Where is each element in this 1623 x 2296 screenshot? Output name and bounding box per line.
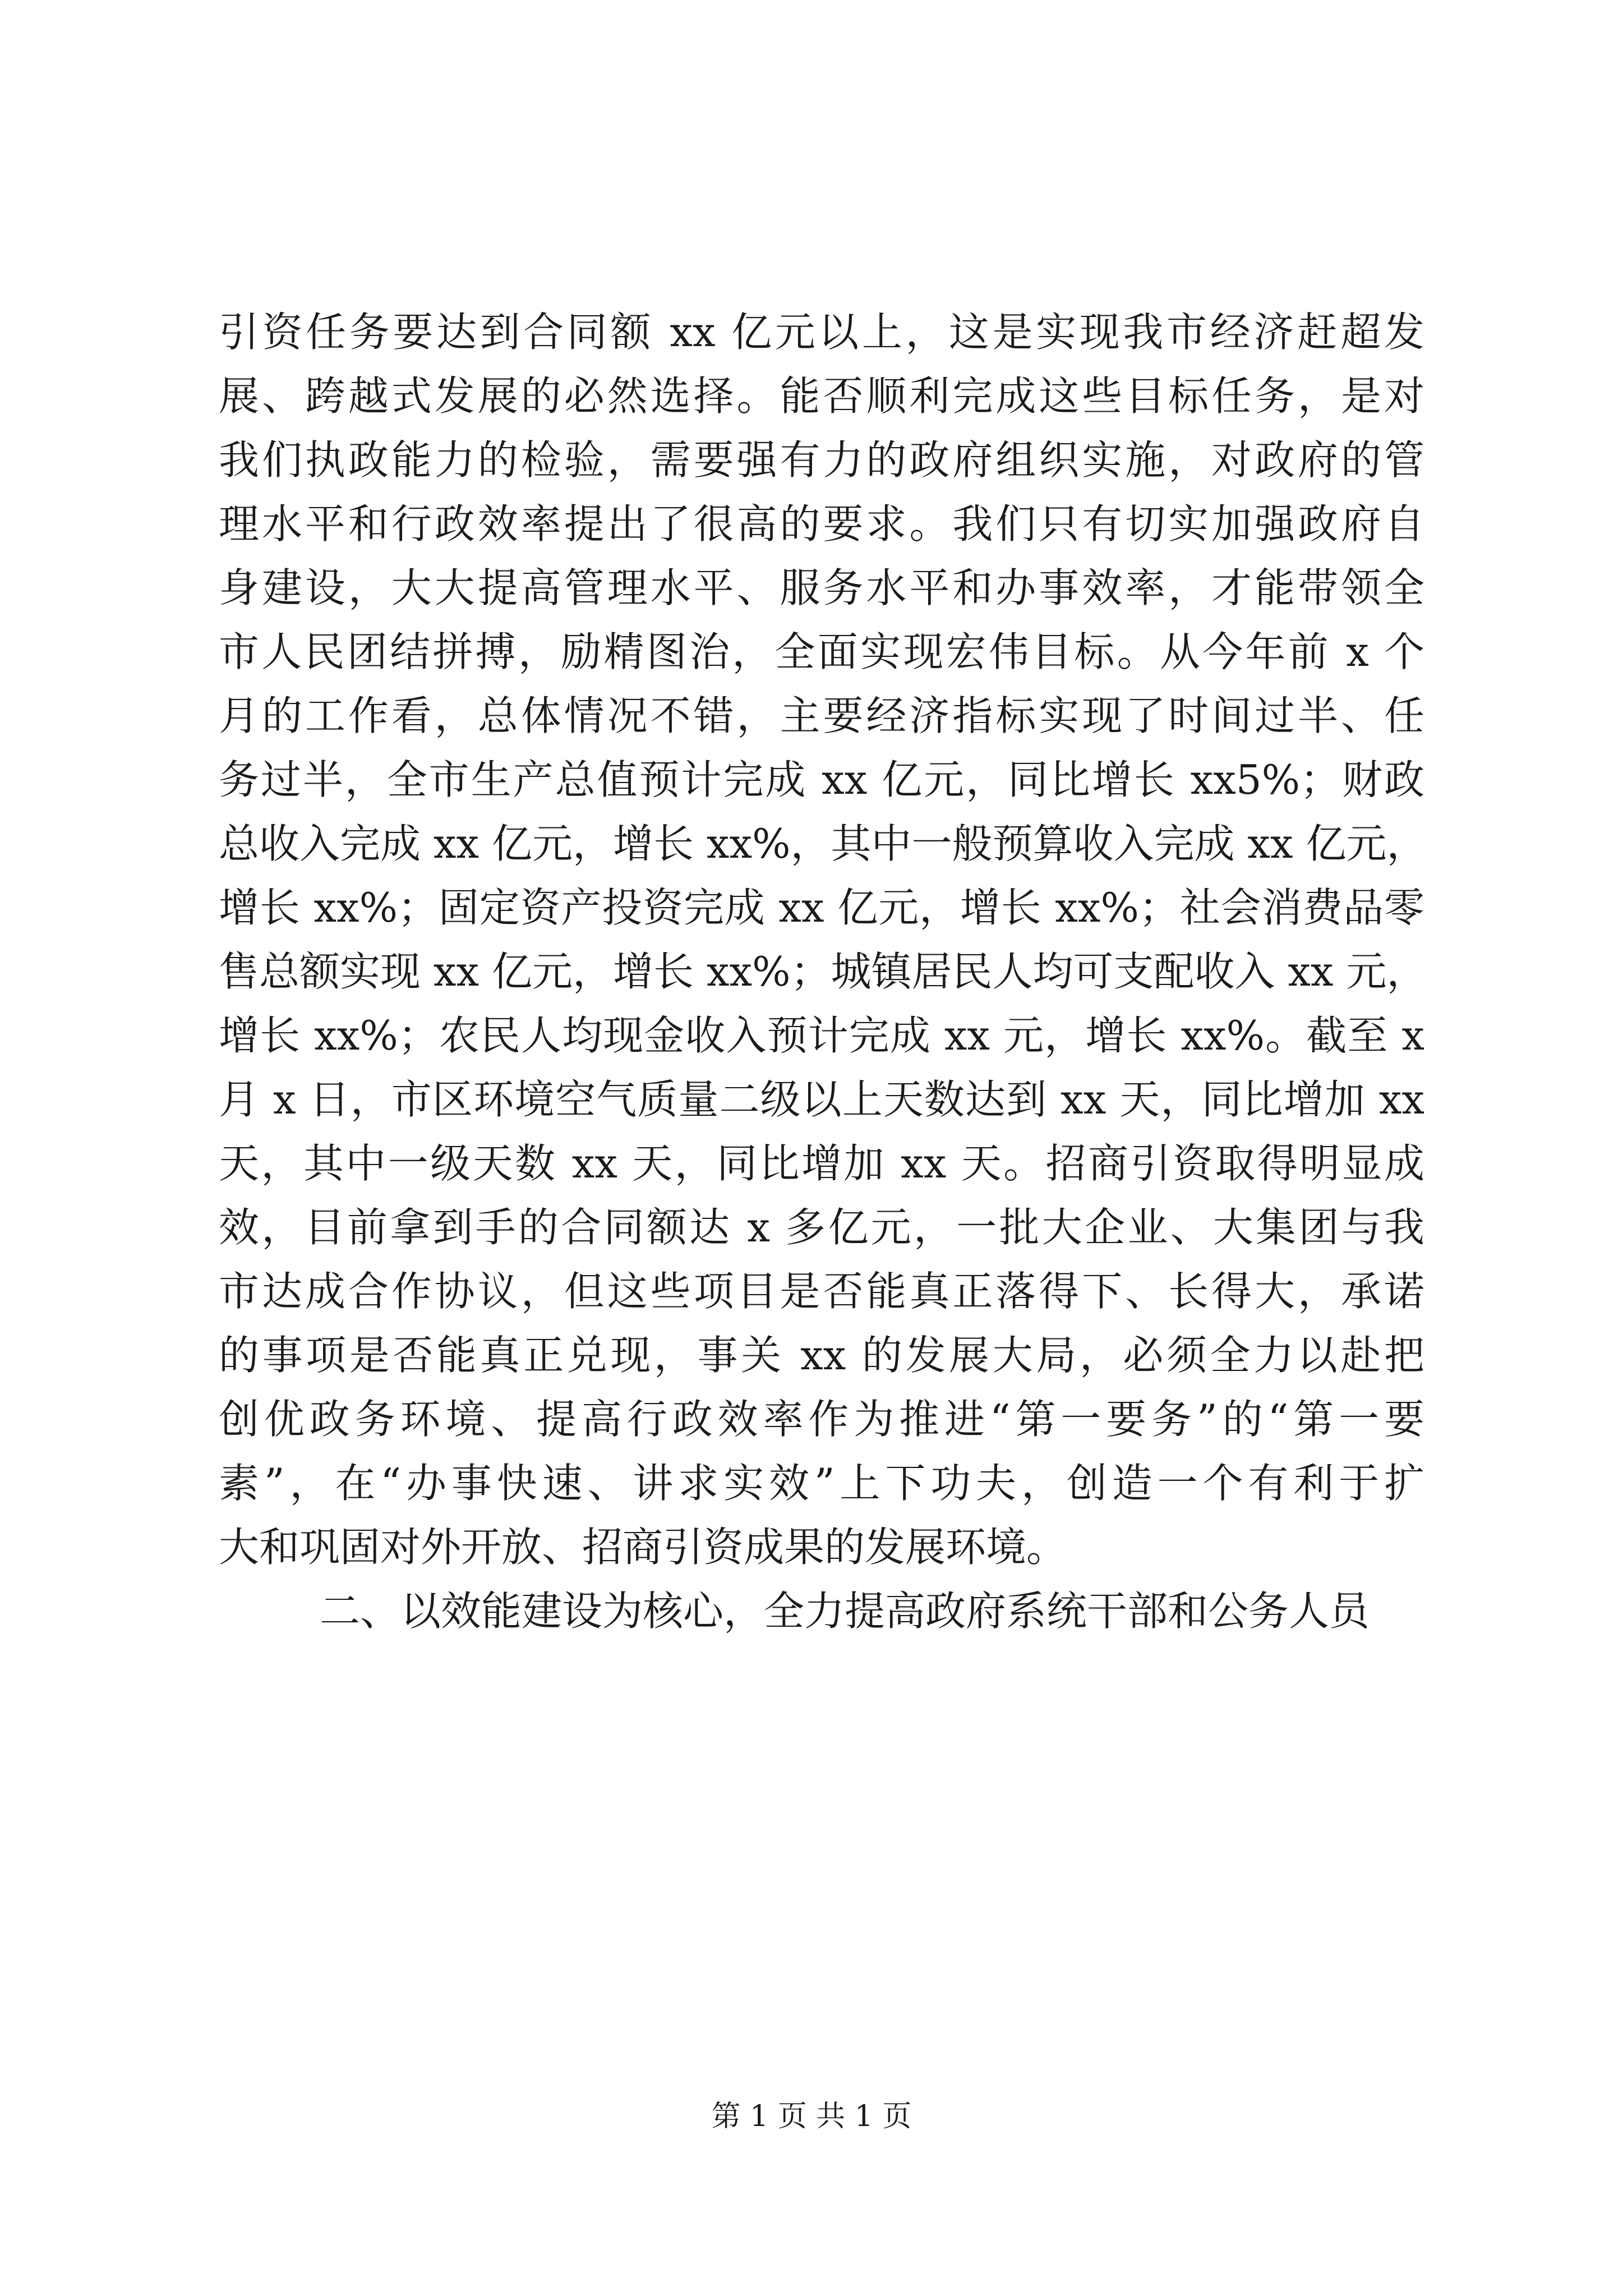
text-line: 月的工作看，总体情况不错，主要经济指标实现了时间过半、任 [219,692,1424,739]
text-line: 的事项是否能真正兑现，事关 xx 的发展大局，必须全力以赴把 [219,1332,1424,1379]
text-line: 创优政务环境、提高行政效率作为推进“第一要务”的“第一要 [219,1396,1424,1443]
text-line: 引资任务要达到合同额 xx 亿元以上，这是实现我市经济赶超发 [219,309,1424,356]
text-line: 理水平和行政效率提出了很高的要求。我们只有切实加强政府自 [219,500,1424,547]
text-line: 我们执政能力的检验，需要强有力的政府组织实施，对政府的管 [219,436,1424,484]
text-line: 总收入完成 xx 亿元，增长 xx%，其中一般预算收入完成 xx 亿元， [219,820,1427,867]
paragraph-2 [219,1579,1424,1643]
text-line: 增长 xx%；固定资产投资完成 xx 亿元，增长 xx%；社会消费品零 [219,884,1424,931]
text-line: 售总额实现 xx 亿元，增长 xx%；城镇居民人均可支配收入 xx 元， [219,948,1427,995]
section-heading-line: 二、以效能建设为核心，全力提高政府系统干部和公务人员 [320,1588,1370,1635]
text-line: 大和巩固对外开放、招商引资成果的发展环境。 [219,1524,1067,1571]
text-line: 务过半，全市生产总值预计完成 xx 亿元，同比增长 xx5%；财政 [219,756,1424,803]
text-line: 市达成合作协议，但这些项目是否能真正落得下、长得大，承诺 [219,1268,1424,1315]
text-line: 素”，在“办事快速、讲求实效”上下功夫，创造一个有利于扩 [219,1460,1424,1507]
text-line: 天，其中一级天数 xx 天，同比增加 xx 天。招商引资取得明显成 [219,1140,1424,1187]
page-footer: 第 1 页 共 1 页 [711,2100,912,2133]
document-body [219,300,1427,1643]
text-line: 市人民团结拼搏，励精图治，全面实现宏伟目标。从今年前 x 个 [219,628,1424,675]
text-line: 增长 xx%；农民人均现金收入预计完成 xx 元，增长 xx%。截至 x [219,1012,1424,1059]
text-line: 月 x 日，市区环境空气质量二级以上天数达到 xx 天，同比增加 xx [219,1076,1424,1123]
paragraph-1 [219,300,1427,1579]
text-line: 展、跨越式发展的必然选择。能否顺利完成这些目标任务，是对 [219,372,1424,420]
text-line: 身建设，大大提高管理水平、服务水平和办事效率，才能带领全 [219,564,1424,611]
text-line: 效，目前拿到手的合同额达 x 多亿元，一批大企业、大集团与我 [219,1204,1424,1251]
